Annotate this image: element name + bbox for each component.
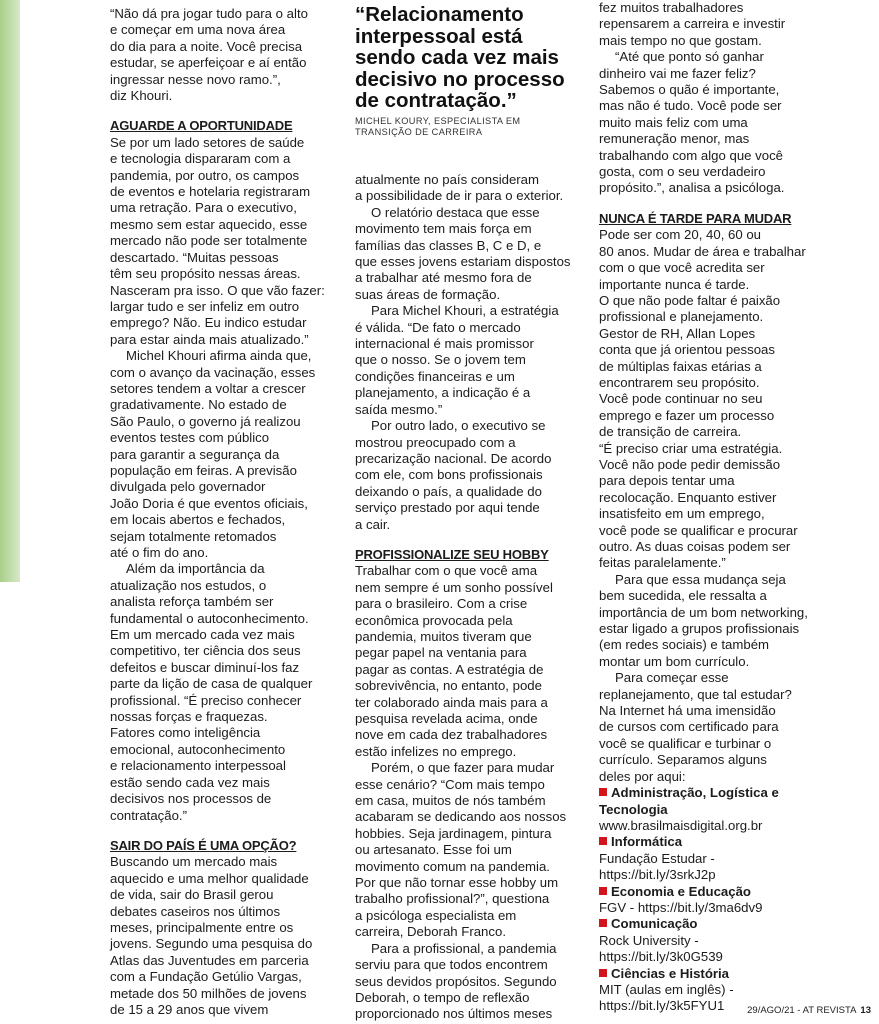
text-line: de múltiplas faixas etárias a [599, 358, 762, 374]
text-line: trabalho profissional?”, questiona [355, 891, 550, 907]
text-line: (em redes sociais) e também [599, 637, 770, 653]
square-bullet-icon [599, 837, 607, 845]
text-line: serviço prestado por aqui tende [355, 500, 540, 516]
text-line: para garantir a segurança da [110, 446, 280, 462]
resource-link-text: https://bit.ly/3srkJ2p [599, 867, 716, 883]
text-line: Para começar esse [615, 670, 729, 686]
text-line: emprego? Não. Eu indico estudar [110, 315, 307, 331]
square-bullet-icon [599, 788, 607, 796]
paragraph-para-michel [355, 303, 587, 418]
footer-date: 29/AGO/21 - AT REVISTA [747, 1005, 857, 1016]
text-line: competitivo, ter ciência dos seus [110, 643, 301, 659]
text-line: a trabalhar até mesmo fora de [355, 270, 532, 286]
square-bullet-icon [599, 919, 607, 927]
text-line: de cursos com certificado para [599, 719, 779, 735]
text-line: setores tendem a voltar a crescer [110, 380, 306, 396]
text-line: pegar papel na ventania para [355, 645, 527, 661]
text-line: pesquisa revelada acima, onde [355, 711, 538, 726]
paragraph-comecar [599, 670, 821, 785]
text-line: diz Khouri. [110, 88, 173, 104]
text-line: TRANSIÇÃO DE CARREIRA [355, 127, 483, 137]
column-1 [110, 6, 338, 1018]
paragraph-alem [110, 561, 338, 824]
paragraph-michel [110, 348, 338, 561]
text-line: conta que já orientou pessoas [599, 342, 775, 358]
text-line: mesmo sem estar aquecido, esse [110, 216, 308, 232]
text-line: propósito.”, analisa a psicóloga. [599, 180, 785, 196]
text-line: população em feiras. A previsão [110, 462, 297, 478]
text-line: Para Michel Khouri, a estratégia [371, 303, 559, 319]
text-line: a cair. [355, 516, 391, 532]
text-line: Sabemos o quão é importante, [599, 82, 780, 98]
text-line: atualmente no país consideram [355, 172, 540, 187]
text-line: Buscando um mercado mais [110, 854, 278, 870]
text-line: Deborah, o tempo de reflexão [355, 989, 530, 1005]
text-line: que o nosso. Se o jovem tem [355, 352, 526, 368]
decorative-edge-bar [0, 0, 20, 582]
text-line: é válida. “De fato o mercado [355, 319, 521, 335]
text-line: parte da lição de casa de qualquer [110, 676, 313, 692]
resource-link-text: https://bit.ly/3k0G539 [599, 949, 723, 965]
section-heading-sair: SAIR DO PAÍS É UMA OPÇÃO? [110, 837, 297, 853]
text-line: 80 anos. Mudar de área e trabalhar [599, 243, 806, 259]
text-line: sobrevivência, no entanto, pode [355, 678, 542, 694]
resource-title-line: Economia e Educação [611, 883, 751, 899]
text-line: do dia para a noite. Você precisa [110, 38, 303, 54]
text-line: Por que não tornar esse hobby um [355, 875, 559, 891]
text-line: pandemia, por outro, os campos [110, 167, 300, 183]
resource-title-line: Administração, Logística e [611, 785, 779, 801]
text-line: Na Internet há uma imensidão [599, 703, 776, 719]
text-line: “É preciso criar uma estratégia. [599, 440, 783, 456]
text-line: planejamento, a indicação é a [355, 385, 531, 401]
text-line: hobbies. Seja jardinagem, pintura [355, 825, 552, 841]
text-line: Nasceram pra isso. O que vão fazer: [110, 282, 325, 298]
text-line: Além da importância da [126, 561, 265, 577]
resource-link-text: Fundação Estudar - [599, 850, 715, 866]
text-line: para depois tentar uma [599, 473, 735, 489]
text-line: analista reforça também ser [110, 594, 274, 610]
text-line: Em um mercado cada vez mais [110, 627, 295, 643]
text-line: Gestor de RH, Allan Lopes [599, 325, 756, 341]
resource-title-line: Tecnologia [599, 801, 668, 817]
text-line: meses, principalmente entre os [110, 919, 294, 935]
text-line: nem sempre é um sonho possível [355, 579, 553, 595]
text-line: mostrou preocupado com a [355, 434, 516, 450]
text-line: trabalhando com algo que você [599, 147, 784, 163]
text-line: largar tudo e ser infeliz em outro [110, 298, 300, 314]
text-line: precarização nacional. De acordo [355, 450, 552, 466]
text-line: proporcionado nos últimos meses [355, 1006, 553, 1022]
resource-link-text: https://bit.ly/3k5FYU1 [599, 998, 725, 1014]
text-line: estão sendo cada vez mais [110, 774, 270, 790]
text-line: deixando o país, a qualidade do [355, 483, 542, 499]
text-line: pagar as contas. A estratégia de [355, 661, 544, 677]
paragraph-ate-que-ponto [599, 49, 821, 197]
text-line: seus devidos propósitos. Segundo [355, 973, 557, 989]
resource-item [599, 916, 821, 965]
resource-title-line: Ciências e História [611, 965, 730, 981]
text-line: gradativamente. No estado de [110, 397, 287, 413]
text-line: interpessoal está [355, 24, 523, 48]
text-line: metade dos 50 milhões de jovens [110, 985, 307, 1001]
text-line: repensarem a carreira e investir [599, 16, 786, 32]
resource-item [599, 884, 821, 917]
text-line: acabaram se dedicando aos nossos [355, 809, 567, 825]
text-line: de contratação.” [355, 89, 517, 112]
text-line: replanejamento, que tal estudar? [599, 686, 792, 702]
text-line: a possibilidade de ir para o exterior. [355, 188, 564, 204]
resource-item [599, 834, 821, 883]
text-line: importância de um bom networking, [599, 604, 808, 620]
text-line: estudar, se aperfeiçoar e aí então [110, 55, 307, 71]
text-line: Trabalhar com o que você ama [355, 563, 538, 579]
resource-title [599, 884, 821, 900]
text-line: currículo. Separamos alguns [599, 752, 767, 768]
text-line: insatisfeito em um emprego, [599, 506, 765, 522]
text-line: aquecido e uma melhor qualidade [110, 870, 309, 886]
text-line: têm seu propósito nessas áreas. [110, 266, 301, 282]
paragraph-porem [355, 760, 587, 940]
text-line: Você não pode pedir demissão [599, 456, 781, 472]
text-line: para o brasileiro. Com a crise [355, 596, 528, 612]
text-line: esse cenário? “Com mais tempo [355, 776, 545, 792]
resource-title [599, 834, 821, 850]
text-line: com a Fundação Getúlio Vargas, [110, 969, 302, 985]
text-line: feitas paralelamente.” [599, 555, 726, 571]
page-number: 13 [860, 1005, 871, 1016]
text-line: a psicóloga especialista em [355, 907, 517, 923]
paragraph-aguarde [110, 135, 338, 348]
text-line: remuneração menor, mas [599, 131, 750, 147]
text-line: Pode ser com 20, 40, 60 ou [599, 227, 762, 243]
text-line: e começar em uma nova área [110, 22, 286, 38]
text-line: atualização nos estudos, o [110, 577, 267, 593]
text-line: emocional, autoconhecimento [110, 741, 286, 757]
text-line: em casa, muitos de nós também [355, 793, 546, 809]
text-line: decisivos nos processos de [110, 791, 272, 807]
text-line: condições financeiras e um [355, 368, 515, 384]
text-line: e relacionamento interpessoal [110, 758, 286, 774]
text-line: Fatores como inteligência [110, 725, 261, 741]
text-line: com o avanço da vacinação, esses [110, 364, 316, 380]
text-line: movimento comum na pandemia. [355, 858, 550, 874]
text-line: defeitos e buscar diminuí-los faz [110, 659, 300, 675]
text-line: em locais abertos e fechados, [110, 512, 286, 528]
resource-title [599, 966, 821, 982]
text-line: jovens. Segundo uma pesquisa do [110, 936, 313, 952]
text-line: Para que essa mudança seja [615, 571, 786, 587]
text-line: saída mesmo.” [355, 401, 443, 417]
text-line: que esses jovens estariam dispostos [355, 254, 571, 270]
text-line: profissional e planejamento. [599, 309, 764, 325]
resource-link-text: www.brasilmaisdigital.org.br [599, 817, 763, 833]
intro-quote-paragraph [110, 6, 338, 104]
text-line: até o fim do ano. [110, 545, 209, 560]
text-line: sendo cada vez mais [355, 46, 559, 69]
text-line: carreira, Deborah Franco. [355, 924, 506, 940]
text-line: econômica provocada pela [355, 612, 513, 628]
text-line: estar ligado a grupos profissionais [599, 621, 800, 637]
text-line: João Doria é que eventos oficiais, [110, 495, 308, 511]
text-line: outro. As duas coisas podem ser [599, 539, 791, 554]
text-line: uma retração. Para o executivo, [110, 200, 297, 216]
text-line: com ele, com bons profissionais [355, 467, 543, 483]
text-line: ingressar nesse novo ramo.”, [110, 71, 281, 87]
text-line: sejam totalmente retomados [110, 528, 277, 544]
paragraph-relatorio [355, 205, 587, 303]
text-line: Porém, o que fazer para mudar [371, 760, 555, 776]
resource-list [599, 785, 821, 1015]
square-bullet-icon [599, 969, 607, 977]
text-line: ou artesanato. Esse foi um [355, 842, 512, 858]
text-line: Atlas das Juventudes em parceria [110, 952, 309, 968]
text-line: muito mais feliz com uma [599, 114, 748, 130]
paragraph-profissional [355, 941, 587, 1023]
text-line: Para a profissional, a pandemia [371, 940, 557, 956]
paragraph-pode-ser [599, 227, 821, 572]
pull-quote [355, 4, 587, 112]
text-line: importante nunca é tarde. [599, 276, 750, 292]
text-line: O que não pode faltar é paixão [599, 292, 781, 308]
text-line: nove em cada dez trabalhadores [355, 727, 548, 743]
section-heading-hobby: PROFISSIONALIZE SEU HOBBY [355, 546, 549, 562]
column-3 [599, 0, 821, 1015]
text-line: Se por um lado setores de saúde [110, 134, 305, 150]
text-line: deles por aqui: [599, 768, 686, 784]
text-line: “Até que ponto só ganhar [615, 49, 764, 65]
text-line: bem sucedida, ele ressalta a [599, 588, 767, 604]
text-line: internacional é mais promissor [355, 336, 534, 352]
text-line: movimento tem mais força em [355, 221, 532, 237]
text-line: estão infelizes no emprego. [355, 743, 517, 759]
text-line: pandemia, muitos tiveram que [355, 628, 532, 644]
text-line: você pode se qualificar e procurar [599, 522, 798, 538]
resource-link-text: Rock University - [599, 932, 699, 948]
section-heading-aguarde: AGUARDE A OPORTUNIDADE [110, 118, 293, 134]
text-line: suas áreas de formação. [355, 286, 501, 302]
text-line: para estar ainda mais atualizado.” [110, 331, 309, 347]
text-line: ter colaborado ainda mais para a [355, 694, 548, 710]
text-line: contratação.” [110, 807, 187, 823]
text-line: recolocação. Enquanto estiver [599, 489, 777, 505]
text-line: “Não dá pra jogar tudo para o alto [110, 6, 308, 21]
pull-quote-credit [355, 116, 587, 138]
text-line: divulgada pelo governador [110, 479, 266, 495]
text-line: decisivo no processo [355, 67, 565, 91]
paragraph-mudanca [599, 572, 821, 670]
text-line: eventos testes com público [110, 430, 270, 446]
resource-title-line: Comunicação [611, 916, 698, 932]
section-heading-nunca: NUNCA É TARDE PARA MUDAR [599, 210, 792, 226]
paragraph-fez [599, 0, 821, 49]
text-line: nossas forças e fraquezas. [110, 709, 268, 725]
square-bullet-icon [599, 887, 607, 895]
text-line: profissional. “É preciso conhecer [110, 692, 302, 708]
resource-link-text: FGV - https://bit.ly/3ma6dv9 [599, 899, 763, 915]
page-footer [747, 1005, 871, 1016]
text-line: montar um bom currículo. [599, 653, 750, 669]
resource-link-text: MIT (aulas em inglês) - [599, 981, 734, 997]
text-line: serviu para que todos encontrem [355, 957, 548, 973]
text-line: debates caseiros nos últimos [110, 903, 281, 919]
text-line: mais tempo no que gostam. [599, 32, 762, 48]
text-line: gosta, com o seu verdadeiro [599, 164, 766, 180]
paragraph-outro-lado [355, 418, 587, 533]
text-line: Você pode continuar no seu [599, 391, 763, 407]
resource-title [599, 785, 821, 818]
text-line: encontrarem seu propósito. [599, 374, 760, 390]
resource-title-line: Informática [611, 834, 683, 850]
paragraph-atual [355, 172, 587, 205]
text-line: O relatório destaca que esse [371, 204, 540, 220]
paragraph-sair [110, 854, 338, 1018]
text-line: MICHEL KOURY, ESPECIALISTA EM [355, 116, 521, 126]
text-line: de transição de carreira. [599, 424, 742, 440]
text-line: de 15 a 29 anos que vivem [110, 1001, 269, 1017]
text-line: “Relacionamento [355, 3, 524, 26]
paragraph-trabalhar [355, 563, 587, 760]
text-line: mas não é tudo. Você pode ser [599, 98, 782, 114]
text-line: fez muitos trabalhadores [599, 0, 744, 15]
text-line: com o que você acredita ser [599, 260, 765, 276]
text-line: Michel Khouri afirma ainda que, [126, 348, 312, 364]
column-2 [355, 172, 587, 1023]
text-line: dinheiro vai me fazer feliz? [599, 65, 756, 81]
resource-title [599, 916, 821, 932]
text-line: emprego e fazer um processo [599, 407, 775, 423]
text-line: famílias das classes B, C e D, e [355, 237, 542, 253]
text-line: descartado. “Muitas pessoas [110, 249, 279, 265]
text-line: São Paulo, o governo já realizou [110, 413, 301, 429]
text-line: de vida, sair do Brasil gerou [110, 887, 274, 903]
text-line: mercado não pode ser totalmente [110, 233, 308, 249]
text-line: fundamental o autoconhecimento. [110, 610, 309, 626]
resource-item [599, 785, 821, 834]
text-line: Por outro lado, o executivo se [371, 418, 546, 434]
text-line: você se qualificar e turbinar o [599, 735, 772, 751]
text-line: de eventos e hotelaria registraram [110, 184, 311, 200]
text-line: e tecnologia dispararam com a [110, 151, 291, 167]
